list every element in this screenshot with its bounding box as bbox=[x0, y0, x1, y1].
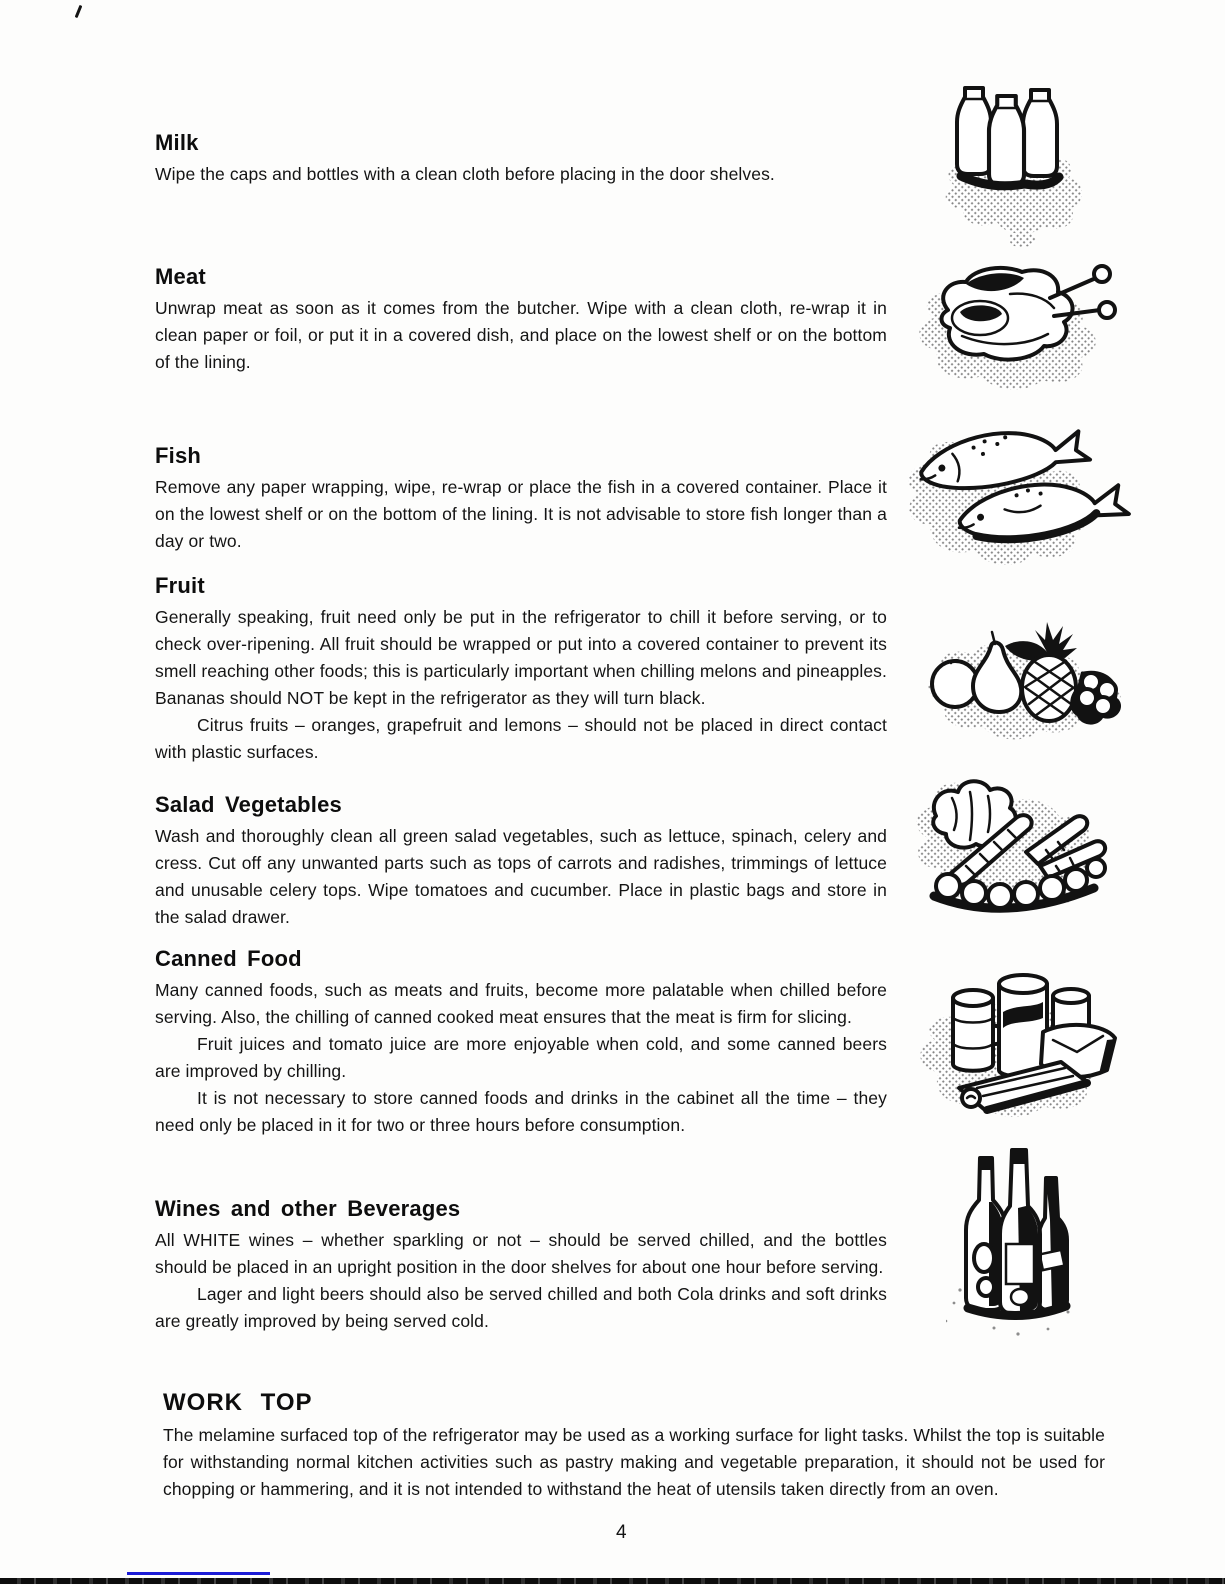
section-title-fruit: Fruit bbox=[155, 573, 205, 598]
section-work-top bbox=[163, 1389, 1105, 1503]
fish-pair-illustration bbox=[891, 404, 1135, 599]
section-paragraph: All WHITE wines – whether sparkling or not – should be served chilled, and the bottles should be placed in an upright position in the door shelves for about one hour before serving. bbox=[155, 1230, 887, 1277]
meat-joint-icon bbox=[900, 232, 1140, 402]
section-title-salad: Salad Vegetables bbox=[155, 792, 342, 817]
milk-bottles-illustration bbox=[933, 58, 1103, 258]
section-paragraph: Unwrap meat as soon as it comes from the butcher. Wipe with a clean cloth, re-wrap it in clean paper or foil, or put it in a covered dish, and place on the lowest shelf or on the bottom of the lining. bbox=[155, 298, 887, 372]
section-title-canned: Canned Food bbox=[155, 946, 302, 971]
wine-bottles-illustration bbox=[946, 1140, 1096, 1350]
milk-bottles-icon bbox=[933, 58, 1103, 253]
section-paragraph: Many canned foods, such as meats and fruits, become more palatable when chilled before serving. Also, the chilling of canned cooked meat ensures that the meat is firm for slicing. bbox=[155, 980, 887, 1027]
section-paragraph: Lager and light beers should also be served chilled and both Cola drinks and soft drinks are greatly improved by being served cold. bbox=[155, 1284, 887, 1331]
canned-food-icon bbox=[901, 946, 1141, 1146]
section-title-meat: Meat bbox=[155, 264, 206, 289]
section-paragraph: Wipe the caps and bottles with a clean cloth before placing in the door shelves. bbox=[155, 164, 775, 184]
section-canned-food bbox=[155, 946, 887, 1139]
section-paragraph: It is not necessary to store canned foods and drinks in the cabinet all the time – they need only be placed in it for two or three hours before consumption. bbox=[155, 1088, 887, 1135]
fruit-group-icon bbox=[913, 584, 1133, 759]
fruit-group-illustration bbox=[913, 584, 1133, 764]
salad-vegetables-icon bbox=[896, 754, 1136, 939]
section-meat bbox=[155, 264, 887, 376]
section-title-milk: Milk bbox=[155, 130, 199, 155]
section-paragraph: The melamine surfaced top of the refrigerator may be used as a working surface for light tasks. Whilst the top is suitable for withstanding normal kitchen activities such as pastry making and vegetable preparation, it should not be used for chopping or hammering, and it is not intended to withstand the heat of utensils taken directly from an oven. bbox=[163, 1425, 1105, 1499]
scan-underline-blue bbox=[127, 1572, 270, 1575]
scan-mark-slash bbox=[75, 5, 83, 18]
section-paragraph: Generally speaking, fruit need only be put in the refrigerator to chill it before serving, or to check over-ripening. All fruit should be wrapped or put into a covered container to prevent its smell reaching other foods; this is particularly important when chilling melons and pineapples. Bananas should NOT be kept in the refrigerator as they will turn black. bbox=[155, 607, 887, 708]
section-title-worktop: WORK TOP bbox=[163, 1389, 313, 1416]
section-title-fish: Fish bbox=[155, 443, 202, 468]
meat-joint-illustration bbox=[900, 232, 1140, 407]
section-wines-beverages bbox=[155, 1196, 887, 1335]
canned-food-illustration bbox=[901, 946, 1141, 1151]
wine-bottles-icon bbox=[946, 1140, 1096, 1345]
fish-pair-icon bbox=[891, 404, 1135, 594]
section-paragraph: Citrus fruits – oranges, grapefruit and lemons – should not be placed in direct contact with plastic surfaces. bbox=[155, 715, 887, 762]
section-paragraph: Remove any paper wrapping, wipe, re-wrap or place the fish in a covered container. Place it on the lowest shelf or on the bottom of the lining. It is not advisable to store fish longer than a day or two. bbox=[155, 477, 887, 551]
section-milk bbox=[155, 130, 887, 188]
section-paragraph: Wash and thoroughly clean all green salad vegetables, such as lettuce, spinach, celery and cress. Cut off any unwanted parts such as tops of carrots and radishes, trimmings of lettuce and unusable celery tops. Wipe tomatoes and cucumber. Place in plastic bags and store in the salad drawer. bbox=[155, 826, 887, 927]
section-fish bbox=[155, 443, 887, 555]
section-title-wines: Wines and other Beverages bbox=[155, 1196, 461, 1221]
page-number: 4 bbox=[616, 1522, 627, 1543]
section-fruit bbox=[155, 573, 887, 766]
salad-vegetables-illustration bbox=[896, 754, 1136, 944]
section-paragraph: Fruit juices and tomato juice are more enjoyable when cold, and some canned beers are improved by chilling. bbox=[155, 1034, 887, 1081]
section-salad-vegetables bbox=[155, 792, 887, 931]
scan-edge-bar bbox=[0, 1578, 1225, 1584]
